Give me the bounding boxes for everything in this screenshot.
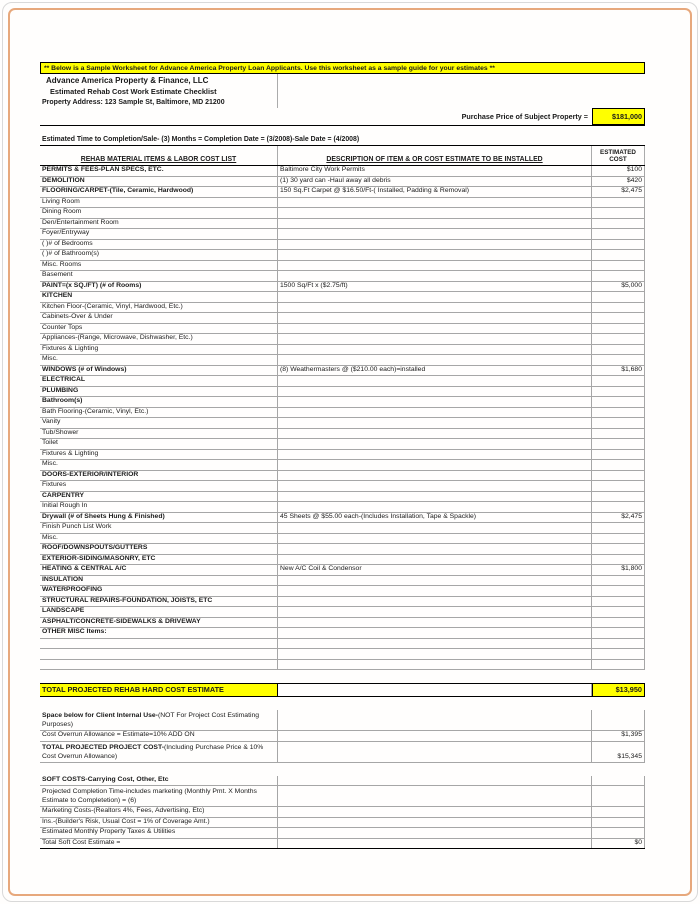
cost-cell	[592, 397, 645, 407]
item-label-cell: KITCHEN	[40, 292, 278, 302]
item-label-cell: ROOF/DOWNSPOUTS/GUTTERS	[40, 544, 278, 554]
description-cell	[278, 387, 592, 397]
cost-cell: $5,000	[592, 282, 645, 292]
description-cell	[278, 555, 592, 565]
description-cell	[278, 292, 592, 302]
description-cell	[278, 271, 592, 281]
cost-cell	[592, 670, 645, 683]
table-row	[40, 366, 645, 377]
table-row	[40, 208, 645, 219]
cost-cell	[592, 271, 645, 281]
cost-cell	[592, 710, 645, 730]
table-header-row	[40, 146, 645, 166]
cost-cell	[592, 786, 645, 806]
item-label-cell: ELECTRICAL	[40, 376, 278, 386]
column-header-items: REHAB MATERIAL ITEMS & LABOR COST LIST	[40, 146, 278, 165]
description-cell	[278, 710, 592, 730]
item-label-cell: WATERPROOFING	[40, 586, 278, 596]
description-cell: 1500 Sq/Ft x ($2.75/ft)	[278, 282, 592, 292]
item-label-cell: Counter Tops	[40, 324, 278, 334]
description-cell: New A/C Coil & Condensor	[278, 565, 592, 575]
table-row	[40, 313, 645, 324]
cost-cell	[592, 597, 645, 607]
description-cell	[278, 376, 592, 386]
item-label-cell	[40, 697, 278, 710]
cost-table-body	[40, 166, 645, 849]
item-label-cell	[40, 639, 278, 649]
item-label-cell: Misc.	[40, 534, 278, 544]
cost-cell	[592, 229, 645, 239]
table-row	[40, 649, 645, 660]
cost-cell	[592, 418, 645, 428]
item-label-cell: Basement	[40, 271, 278, 281]
item-label-cell: Ins.-(Builder's Risk, Usual Cost = 1% of Coverage Amt.)	[40, 818, 278, 828]
table-row	[40, 776, 645, 787]
item-label-cell: Fixtures	[40, 481, 278, 491]
description-cell	[278, 408, 592, 418]
item-label-cell: PLUMBING	[40, 387, 278, 397]
cost-cell	[592, 697, 645, 710]
document-subtitle: Estimated Rehab Cost Work Estimate Checklist	[40, 86, 278, 97]
description-cell	[278, 544, 592, 554]
purchase-price-value: $181,000	[592, 108, 645, 125]
description-cell	[278, 471, 592, 481]
item-label-cell: Initial Rough In	[40, 502, 278, 512]
table-row	[40, 303, 645, 314]
description-cell	[278, 786, 592, 806]
description-cell	[278, 429, 592, 439]
total-row	[40, 683, 645, 697]
item-label-cell: Vanity	[40, 418, 278, 428]
item-label-cell: HEATING & CENTRAL A/C	[40, 565, 278, 575]
item-label-cell: OTHER MISC Items:	[40, 628, 278, 638]
description-cell	[278, 523, 592, 533]
description-cell	[278, 763, 592, 776]
cost-cell	[592, 628, 645, 638]
cost-cell: $0	[592, 839, 645, 849]
table-row	[40, 786, 645, 807]
table-row	[40, 481, 645, 492]
description-cell	[278, 628, 592, 638]
description-cell: Baltimore City Work Permits	[278, 166, 592, 176]
cost-cell	[592, 429, 645, 439]
item-label-cell: SOFT COSTS-Carrying Cost, Other, Etc	[40, 776, 278, 786]
item-label-cell: TOTAL PROJECTED REHAB HARD COST ESTIMATE	[40, 684, 278, 696]
table-row	[40, 345, 645, 356]
item-label-cell: STRUCTURAL REPAIRS-FOUNDATION, JOISTS, ETC	[40, 597, 278, 607]
cost-cell	[592, 544, 645, 554]
item-label-cell: Bathroom(s)	[40, 397, 278, 407]
description-cell	[278, 303, 592, 313]
cost-cell	[592, 776, 645, 786]
cost-cell	[592, 261, 645, 271]
table-row	[40, 408, 645, 419]
address-row	[40, 97, 645, 108]
item-label-cell: Foyer/Entryway	[40, 229, 278, 239]
table-row	[40, 187, 645, 198]
table-row	[40, 502, 645, 513]
item-label-cell: Misc. Rooms	[40, 261, 278, 271]
item-label-cell: INSULATION	[40, 576, 278, 586]
cost-cell	[592, 376, 645, 386]
item-label-cell: Misc.	[40, 460, 278, 470]
table-row	[40, 387, 645, 398]
description-cell	[278, 198, 592, 208]
table-row	[40, 492, 645, 503]
description-cell	[278, 397, 592, 407]
description-cell	[278, 818, 592, 828]
cost-cell	[592, 292, 645, 302]
table-row	[40, 261, 645, 272]
cost-cell	[592, 763, 645, 776]
item-label-cell: PERMITS & FEES-PLAN SPECS, ETC.	[40, 166, 278, 176]
description-cell: 45 Sheets @ $55.00 each-(Includes Installation, Tape & Spackle)	[278, 513, 592, 523]
item-label-cell: Cost Overrun Allowance = Estimate=10% ADD ON	[40, 731, 278, 741]
item-label-cell: Total Soft Cost Estimate =	[40, 839, 278, 849]
table-row	[40, 355, 645, 366]
table-row	[40, 177, 645, 188]
description-cell	[278, 697, 592, 710]
description-cell	[278, 492, 592, 502]
table-row	[40, 334, 645, 345]
table-row	[40, 597, 645, 608]
cost-cell	[592, 439, 645, 449]
table-row	[40, 660, 645, 671]
description-cell	[278, 208, 592, 218]
cost-cell	[592, 408, 645, 418]
description-cell	[278, 670, 592, 683]
description-cell	[278, 597, 592, 607]
item-label-cell: Misc.	[40, 355, 278, 365]
description-cell	[278, 418, 592, 428]
table-row	[40, 418, 645, 429]
table-row	[40, 607, 645, 618]
item-label-cell	[40, 649, 278, 659]
table-row	[40, 282, 645, 293]
table-row	[40, 513, 645, 524]
description-cell	[278, 534, 592, 544]
item-label-cell	[40, 763, 278, 776]
description-cell	[278, 660, 592, 670]
item-label-cell: Finish Punch List Work	[40, 523, 278, 533]
cost-cell: $420	[592, 177, 645, 187]
cost-cell	[592, 219, 645, 229]
table-row	[40, 376, 645, 387]
description-cell	[278, 776, 592, 786]
cost-cell: $2,475	[592, 513, 645, 523]
description-cell	[278, 639, 592, 649]
table-row	[40, 586, 645, 597]
cost-cell	[592, 334, 645, 344]
cost-cell: $2,475	[592, 187, 645, 197]
purchase-price-label: Purchase Price of Subject Property =	[461, 112, 588, 121]
description-cell	[278, 219, 592, 229]
table-row	[40, 534, 645, 545]
cost-cell: $1,800	[592, 565, 645, 575]
item-label-cell: ( )# of Bathroom(s)	[40, 250, 278, 260]
cost-cell	[592, 660, 645, 670]
cost-cell	[592, 460, 645, 470]
description-cell	[278, 481, 592, 491]
subtitle-row-spacer	[278, 86, 645, 97]
table-row	[40, 229, 645, 240]
table-row	[40, 555, 645, 566]
cost-cell	[592, 450, 645, 460]
table-row	[40, 198, 645, 209]
description-cell	[278, 807, 592, 817]
item-label-cell: Fixtures & Lighting	[40, 345, 278, 355]
description-cell	[278, 450, 592, 460]
cost-cell	[592, 807, 645, 817]
cost-cell	[592, 607, 645, 617]
cost-cell: $1,680	[592, 366, 645, 376]
table-row	[40, 618, 645, 629]
item-label-cell: CARPENTRY	[40, 492, 278, 502]
item-label-cell: Toilet	[40, 439, 278, 449]
timeline-text: Estimated Time to Completion/Sale- (3) Months = Completion Date = (3/2008)-Sale Date = (4/2008)	[42, 136, 360, 143]
address-row-spacer	[278, 97, 645, 108]
description-cell	[278, 345, 592, 355]
item-label-cell: Appliances-(Range, Microwave, Dishwasher, Etc.)	[40, 334, 278, 344]
description-cell	[278, 313, 592, 323]
item-label-cell	[40, 670, 278, 683]
column-header-description: DESCRIPTION OF ITEM & OR COST ESTIMATE TO BE INSTALLED	[278, 146, 592, 165]
cost-cell: $13,950	[592, 684, 645, 696]
description-cell	[278, 839, 592, 849]
item-label-cell: Bath Flooring-(Ceramic, Vinyl, Etc.)	[40, 408, 278, 418]
item-label-cell: Space below for Client Internal Use-(NOT For Project Cost Estimating Purposes)	[40, 710, 278, 730]
table-row	[40, 271, 645, 282]
subtitle-row	[40, 86, 645, 97]
table-row	[40, 523, 645, 534]
description-cell	[278, 618, 592, 628]
item-label-cell: FLOORING/CARPET-(Tile, Ceramic, Hardwood)	[40, 187, 278, 197]
rehab-worksheet-document	[40, 62, 645, 849]
company-row	[40, 74, 645, 86]
item-label-cell: EXTERIOR-SIDING/MASONRY, ETC	[40, 555, 278, 565]
item-label-cell: PAINT=(x SQ./FT) (# of Rooms)	[40, 282, 278, 292]
item-label-cell: Estimated Monthly Property Taxes & Utilities	[40, 828, 278, 838]
cost-cell	[592, 502, 645, 512]
item-label-cell: TOTAL PROJECTED PROJECT COST-(Including Purchase Price & 10% Cost Overrun Allowance)	[40, 742, 278, 762]
table-row	[40, 742, 645, 763]
item-label-cell: WINDOWS (# of Windows)	[40, 366, 278, 376]
description-cell	[278, 261, 592, 271]
table-row	[40, 639, 645, 650]
description-cell: (1) 30 yard can -Haul away all debris	[278, 177, 592, 187]
item-label-cell: LANDSCAPE	[40, 607, 278, 617]
table-row	[40, 818, 645, 829]
table-row	[40, 565, 645, 576]
cost-cell	[592, 586, 645, 596]
cost-cell	[592, 303, 645, 313]
description-cell	[278, 439, 592, 449]
table-row	[40, 460, 645, 471]
description-cell	[278, 229, 592, 239]
description-cell	[278, 460, 592, 470]
table-row	[40, 240, 645, 251]
cost-cell	[592, 387, 645, 397]
cost-cell	[592, 555, 645, 565]
description-cell	[278, 502, 592, 512]
banner-text: ** Below is a Sample Worksheet for Advance America Property Loan Applicants. Use this worksheet as a sample guide for your estimates **	[44, 64, 495, 72]
item-label-cell: Cabinets-Over & Under	[40, 313, 278, 323]
cost-cell	[592, 576, 645, 586]
company-row-spacer	[278, 74, 645, 86]
table-row	[40, 731, 645, 742]
description-cell: 150 Sq.Ft Carpet @ $16.50/Ft-( Installed, Padding & Removal)	[278, 187, 592, 197]
cost-cell	[592, 828, 645, 838]
table-row	[40, 471, 645, 482]
cost-cell	[592, 649, 645, 659]
property-address: Property Address: 123 Sample St, Baltimore, MD 21200	[40, 97, 278, 108]
table-row	[40, 250, 645, 261]
cost-cell: $15,345	[592, 742, 645, 762]
description-cell	[278, 324, 592, 334]
table-row	[40, 219, 645, 230]
table-row	[40, 697, 645, 710]
table-row	[40, 439, 645, 450]
item-label-cell: Projected Completion Time-includes marketing (Monthly Pmt. X Months Estimate to Completetion) = (6)	[40, 786, 278, 806]
cost-cell	[592, 198, 645, 208]
cost-cell	[592, 818, 645, 828]
cost-cell	[592, 208, 645, 218]
cost-cell	[592, 250, 645, 260]
description-cell	[278, 742, 592, 762]
item-label-cell	[40, 660, 278, 670]
cost-cell	[592, 481, 645, 491]
description-cell: (8) Weathermasters @ ($210.00 each)=installed	[278, 366, 592, 376]
description-cell	[278, 250, 592, 260]
timeline-row	[40, 134, 645, 146]
cost-cell	[592, 345, 645, 355]
item-label-cell: DEMOLITION	[40, 177, 278, 187]
description-cell	[278, 607, 592, 617]
item-label-cell: Kitchen Floor-(Ceramic, Vinyl, Hardwood, Etc.)	[40, 303, 278, 313]
description-cell	[278, 649, 592, 659]
item-label-cell: ( )# of Bedrooms	[40, 240, 278, 250]
cost-cell	[592, 618, 645, 628]
table-row	[40, 710, 645, 731]
table-row	[40, 828, 645, 839]
table-row	[40, 839, 645, 850]
table-row	[40, 450, 645, 461]
cost-cell	[592, 492, 645, 502]
table-row	[40, 429, 645, 440]
table-row	[40, 807, 645, 818]
description-cell	[278, 355, 592, 365]
item-label-cell: DOORS-EXTERIOR/INTERIOR	[40, 471, 278, 481]
purchase-price-row	[40, 108, 645, 126]
description-cell	[278, 828, 592, 838]
item-label-cell: Marketing Costs-(Realtors 4%, Fees, Advertising, Etc)	[40, 807, 278, 817]
item-label-cell: Drywall (# of Sheets Hung & Finished)	[40, 513, 278, 523]
table-row	[40, 292, 645, 303]
item-label-cell: Fixtures & Lighting	[40, 450, 278, 460]
column-header-cost: ESTIMATED COST	[592, 146, 645, 165]
item-label-cell: Tub/Shower	[40, 429, 278, 439]
header-gap	[40, 126, 645, 134]
cost-cell	[592, 523, 645, 533]
cost-cell	[592, 313, 645, 323]
cost-cell	[592, 240, 645, 250]
table-row	[40, 763, 645, 776]
table-row	[40, 324, 645, 335]
item-label-cell: Den/Entertainment Room	[40, 219, 278, 229]
item-label-cell: Dining Room	[40, 208, 278, 218]
company-name: Advance America Property & Finance, LLC	[40, 74, 278, 86]
item-label-cell: Living Room	[40, 198, 278, 208]
cost-cell	[592, 471, 645, 481]
cost-cell	[592, 639, 645, 649]
description-cell	[278, 576, 592, 586]
table-row	[40, 166, 645, 177]
description-cell	[278, 334, 592, 344]
table-row	[40, 397, 645, 408]
table-row	[40, 670, 645, 683]
description-cell	[278, 731, 592, 741]
description-cell	[278, 240, 592, 250]
cost-cell	[592, 355, 645, 365]
description-cell	[278, 684, 592, 696]
item-label-cell: ASPHALT/CONCRETE-SIDEWALKS & DRIVEWAY	[40, 618, 278, 628]
sample-worksheet-banner	[40, 62, 645, 74]
cost-cell: $1,395	[592, 731, 645, 741]
cost-cell	[592, 534, 645, 544]
table-row	[40, 628, 645, 639]
table-row	[40, 544, 645, 555]
description-cell	[278, 586, 592, 596]
table-row	[40, 576, 645, 587]
cost-cell: $100	[592, 166, 645, 176]
cost-cell	[592, 324, 645, 334]
